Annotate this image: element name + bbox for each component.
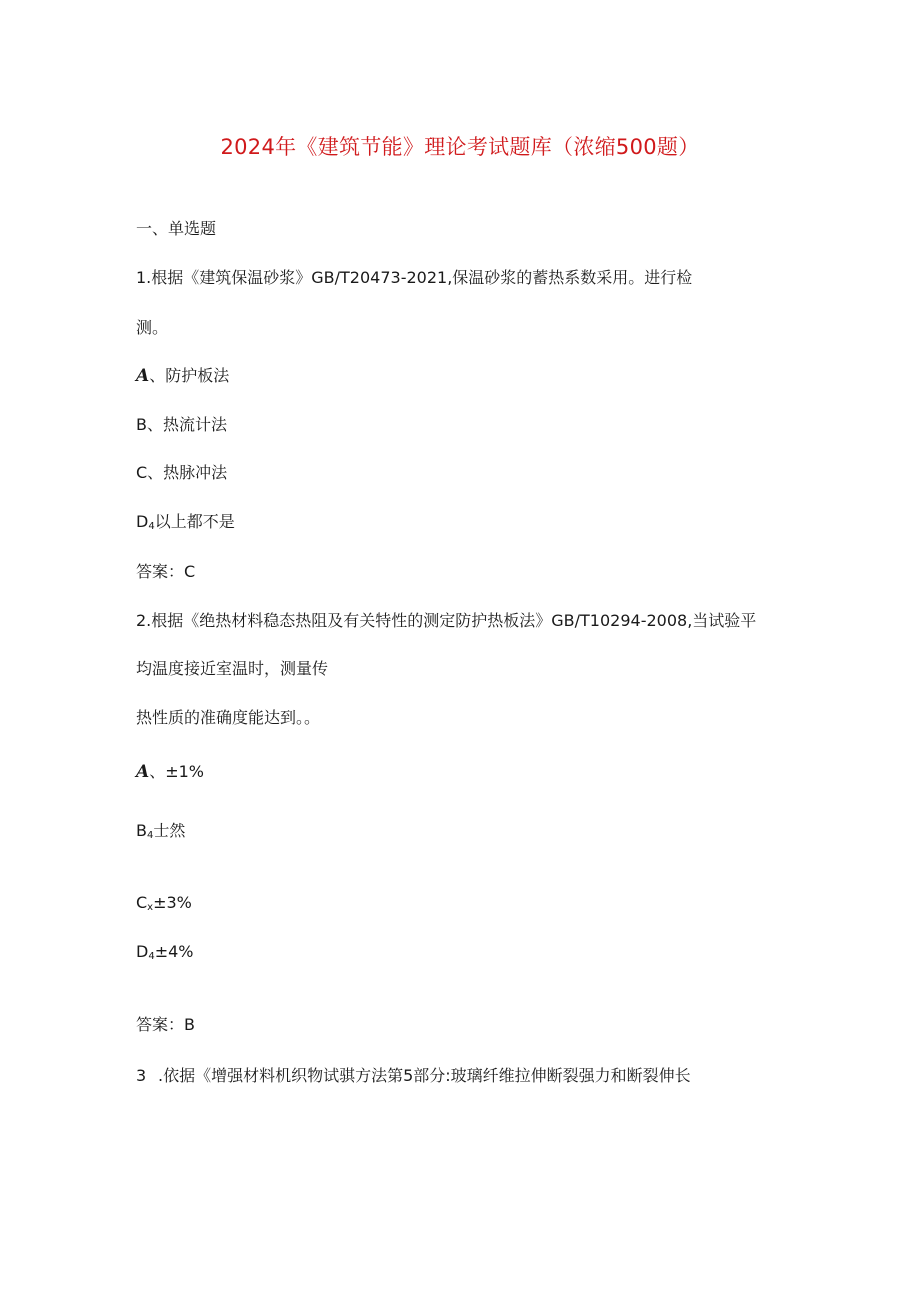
option-text: 、防护板法 [149, 366, 230, 385]
question-2-answer: 答案：B [136, 1015, 195, 1034]
question-1-option-d [136, 512, 235, 537]
option-letter: C [136, 893, 148, 912]
option-subscript: 4 [146, 830, 154, 841]
option-text: ±3% [153, 893, 192, 912]
question-1-answer: 答案：C [136, 562, 196, 581]
option-letter: B [136, 821, 147, 840]
option-subscript: 4 [148, 521, 155, 532]
question-3-body: .依据《增强材料机织物试骐方法第5部分:玻璃纤维拉伸断裂强力和断裂伸长 [158, 1066, 691, 1085]
question-2-text: 2.根据《绝热材料稳态热阻及有关特性的测定防护热板法》GB/T10294-2008,当试验平 [136, 611, 757, 630]
question-2-option-c [136, 893, 192, 918]
question-2-option-d [136, 942, 194, 967]
option-letter: D [136, 512, 149, 531]
question-3-text [136, 1066, 691, 1086]
option-text: 、±1% [149, 762, 204, 781]
question-2-option-b [136, 821, 185, 846]
option-letter: A [136, 762, 150, 782]
option-text: 士然 [153, 821, 186, 840]
question-1-text-cont: 测。 [136, 318, 169, 337]
question-number: 3 [136, 1066, 147, 1085]
question-1-option-b: B、热流计法 [136, 415, 227, 434]
question-2-text-cont: 均温度接近室温时，测量传 [136, 659, 329, 678]
question-1-option-c: C、热脉冲法 [136, 463, 228, 482]
option-text: ±4% [154, 942, 194, 961]
document-title: 2024年《建筑节能》理论考试题库（浓缩500题） [220, 135, 700, 159]
question-2-option-a [136, 762, 204, 782]
question-1-option-a [136, 366, 229, 386]
option-subscript: 4 [148, 951, 155, 962]
option-letter: D [136, 942, 149, 961]
question-2-text-cont2: 热性质的准确度能达到。。 [136, 708, 321, 727]
option-text: 以上都不是 [154, 512, 235, 531]
option-subscript: x [147, 902, 154, 913]
option-letter: A [136, 366, 150, 386]
question-1-text: 1.根据《建筑保温砂浆》GB/T20473-2021,保温砂浆的蓄热系数采用。进行检 [136, 268, 693, 287]
section-heading: 一、单选题 [136, 219, 217, 238]
